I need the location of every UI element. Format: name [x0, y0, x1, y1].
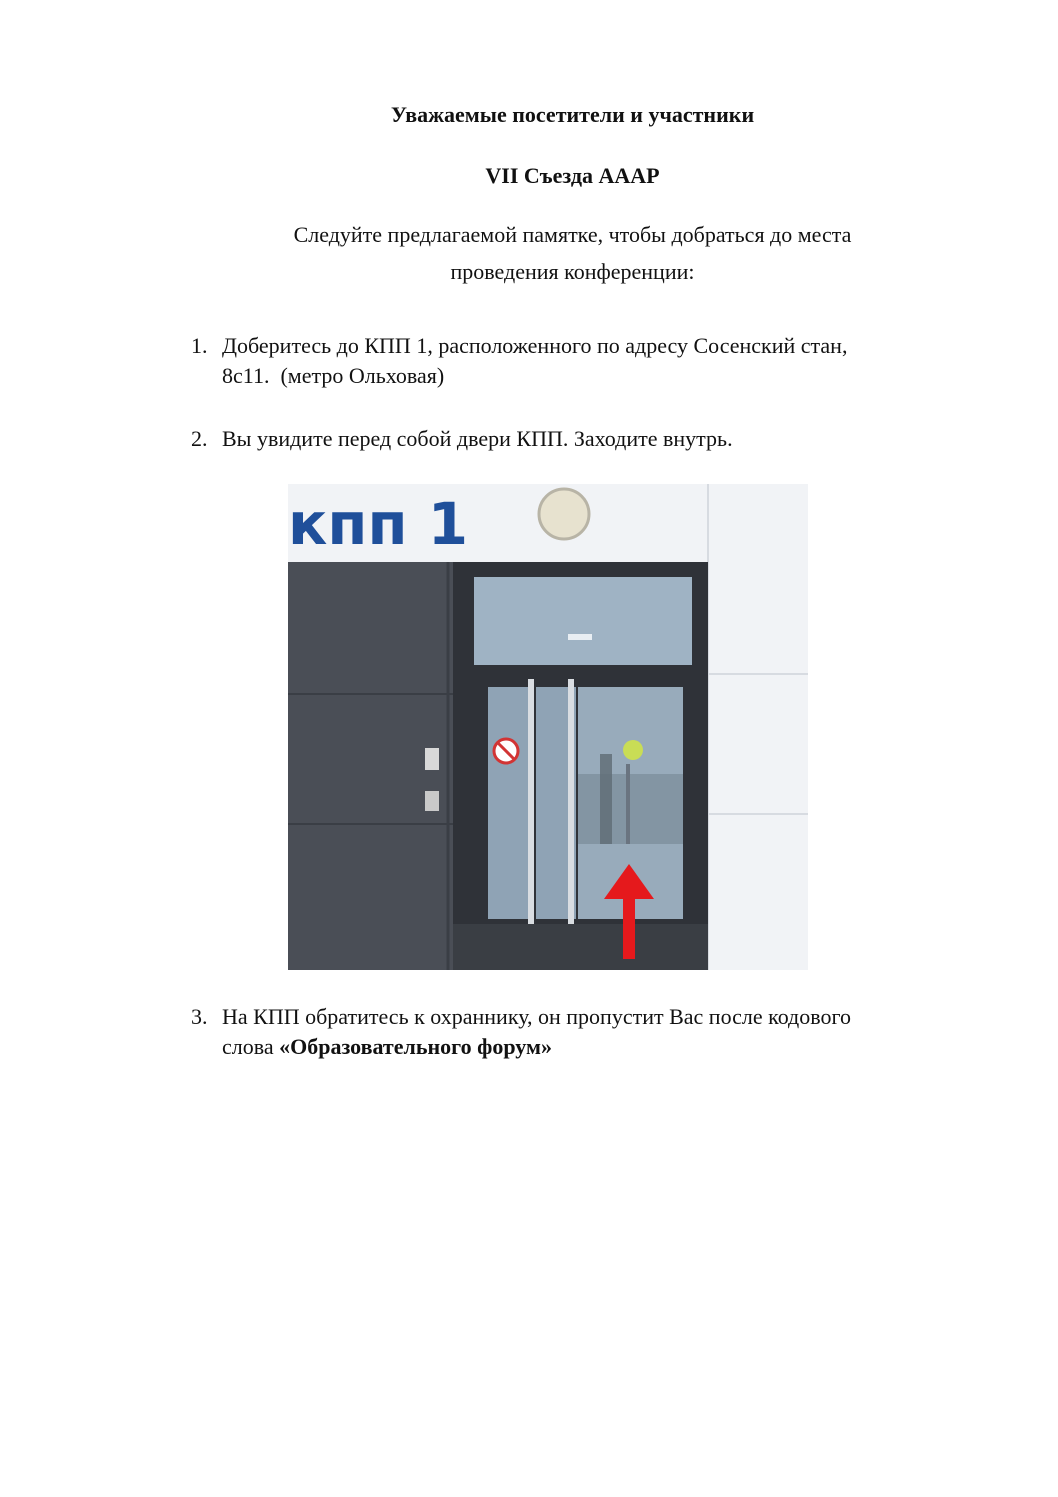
kpp-sign: [288, 490, 468, 558]
step-3-number: 3.: [191, 1004, 208, 1029]
intercom: [425, 748, 439, 770]
document-title-line-1: Уважаемые посетители и участники: [390, 102, 755, 127]
left-door-glass: [488, 687, 528, 919]
round-sign: [623, 740, 643, 760]
step-2-number: 2.: [191, 426, 208, 451]
intro-paragraph: [0, 216, 1058, 290]
step-1-number: 1.: [191, 333, 208, 358]
right-door-handle: [568, 679, 574, 934]
step-1-line-1: Доберитесь до КПП 1, расположенного по адресу Сосенский стан,: [222, 333, 848, 358]
left-door-handle: [528, 679, 534, 934]
step-1: [191, 331, 961, 391]
wall-lamp: [539, 489, 589, 539]
step-3: [191, 1002, 961, 1062]
code-word: «Образовательного форум»: [279, 1034, 552, 1059]
step-3-line-1: На КПП обратитесь к охраннику, он пропустит Вас после кодового: [222, 1004, 851, 1029]
card-reader: [425, 791, 439, 811]
step-3-text: [222, 1002, 961, 1062]
step-2-line-1: Вы увидите перед собой двери КПП. Заходите внутрь.: [222, 426, 733, 451]
checkpoint-entrance-photo: [288, 484, 808, 970]
step-2-text: [222, 424, 961, 454]
step-1-text: [222, 331, 961, 391]
document-title-line-2: VII Съезда АААР: [485, 163, 660, 188]
step-2: [191, 424, 961, 454]
step-3-line-2: [222, 1032, 961, 1062]
step-1-line-2: 8с11. (метро Ольховая): [222, 363, 445, 388]
transom-window: [474, 577, 692, 665]
step-3-line-2-prefix: слова: [222, 1034, 280, 1059]
intro-line-2: проведения конференции:: [450, 259, 695, 284]
kpp-sign-text: кпп 1: [288, 490, 469, 558]
intro-line-1: Следуйте предлагаемой памятке, чтобы добраться до места: [293, 222, 852, 247]
